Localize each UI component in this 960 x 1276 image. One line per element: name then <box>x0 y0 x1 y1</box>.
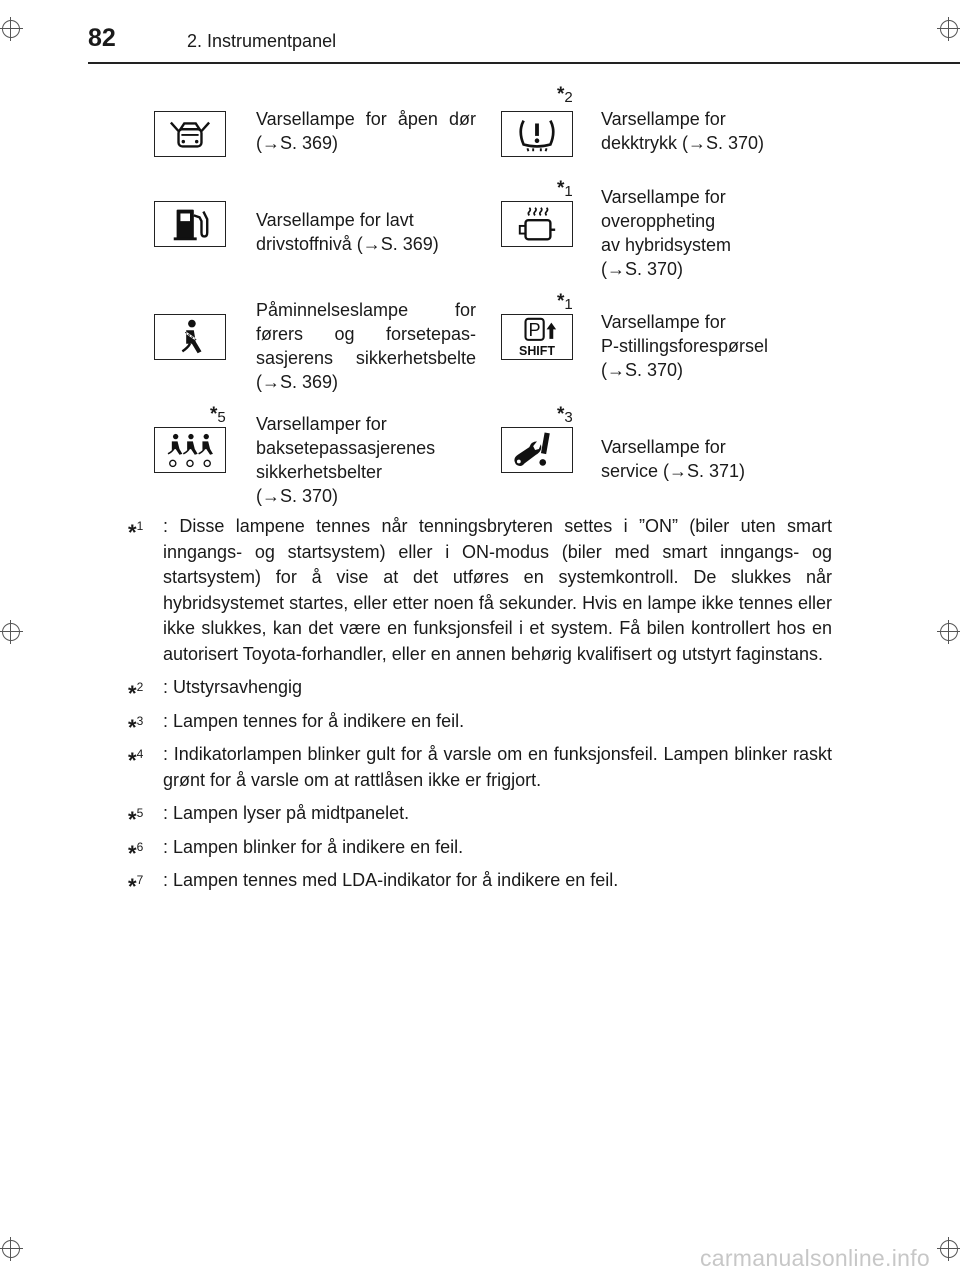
footnote-1: *$^1$ : Disse lampene tennes når tenningsbryteren settes i ”ON” (biler uten smart inngangs- og startsystem) eller i ON-modus (biler med smart inngangs- og startsystem) for å vise at det utføres en systemkontroll. De slukkes når hybridsystemet startes, eller etter noen få sekunder. Hvis en lampe ikke tennes eller ikke slukkes, kan det være en funksjonsfeil i et system. Få bilen kontrollert hos en autorisert Toyota-forhandler, eller en annen behørig kvalifisert og utstyrt faginstans. <box>128 516 832 664</box>
footnote-marker: *3 <box>557 404 573 426</box>
footnote-marker: *1 <box>557 178 573 200</box>
footnote-4: *$^4$ : Indikatorlampen blinker gult for å varsle om en funksjonsfeil. Lampen blinker raskt grønt for å varsle om at rattlåsen ikke er frigjort. <box>128 744 832 790</box>
page-header <box>0 0 960 60</box>
rear-seatbelts-icon <box>154 427 226 473</box>
hybrid-overheat-icon <box>501 201 573 247</box>
lamp-desc-seatbelt: Påminnelseslampe for førers og forsetepas-sasjerens sikkerhetsbelte (→S. 369) <box>256 300 476 392</box>
section-title: 2. Instrumentpanel <box>187 31 337 51</box>
lamp-desc-open-door: Varsellampe for åpen dør (→S. 369) <box>256 109 476 153</box>
footnotes <box>128 514 832 902</box>
p-shift-icon <box>501 314 573 360</box>
crop-mark-mid-right <box>937 620 960 644</box>
footnote-3: *$^3$ : Lampen tennes for å indikere en feil. <box>128 710 465 740</box>
footnote-2: *$^2$ : Utstyrsavhengig <box>128 677 303 706</box>
header-rule <box>88 62 960 64</box>
lamp-desc-tire-pressure: Varsellampe for dekktrykk (→S. 370) <box>601 109 765 153</box>
footnote-6: *$^6$ : Lampen blinker for å indikere en feil. <box>128 836 464 866</box>
service-wrench-icon <box>501 427 573 473</box>
crop-mark-bottom-right <box>937 1237 960 1261</box>
footnote-7: *$^7$ : Lampen tennes med LDA-indikator for å indikere en feil. <box>128 870 619 899</box>
shift-word: SHIFT <box>519 344 555 359</box>
page-number: 82 <box>88 24 116 52</box>
seatbelt-icon <box>154 314 226 360</box>
lamp-desc-hybrid-overheat: Varsellampe for overoppheting av hybridsystem (→S. 370) <box>601 187 732 279</box>
footnote-marker: *2 <box>557 84 573 106</box>
footnote-marker: *5 <box>210 404 226 426</box>
watermark[interactable]: carmanualsonline.info <box>699 1245 930 1271</box>
lamp-desc-p-shift: Varsellampe for P-stillingsforespørsel (→S. 370) <box>601 312 769 380</box>
footnote-marker: *1 <box>557 291 573 313</box>
crop-mark-mid-left <box>0 620 23 644</box>
crop-mark-bottom-left <box>0 1237 23 1261</box>
p-letter: P <box>528 320 541 341</box>
fuel-pump-icon <box>154 201 226 247</box>
footnote-5: *$^5$ : Lampen lyser på midtpanelet. <box>128 803 410 832</box>
lamp-desc-fuel: Varsellampe for lavt drivstoffnivå (→S. 369) <box>256 210 439 254</box>
tire-pressure-icon <box>501 111 573 157</box>
lamp-desc-rear-seatbelts: Varsellamper for baksetepassasjerenes sikkerhetsbelter (→S. 370) <box>256 414 436 506</box>
open-door-icon <box>154 111 226 157</box>
lamp-desc-service: Varsellampe for service (→S. 371) <box>601 437 746 481</box>
